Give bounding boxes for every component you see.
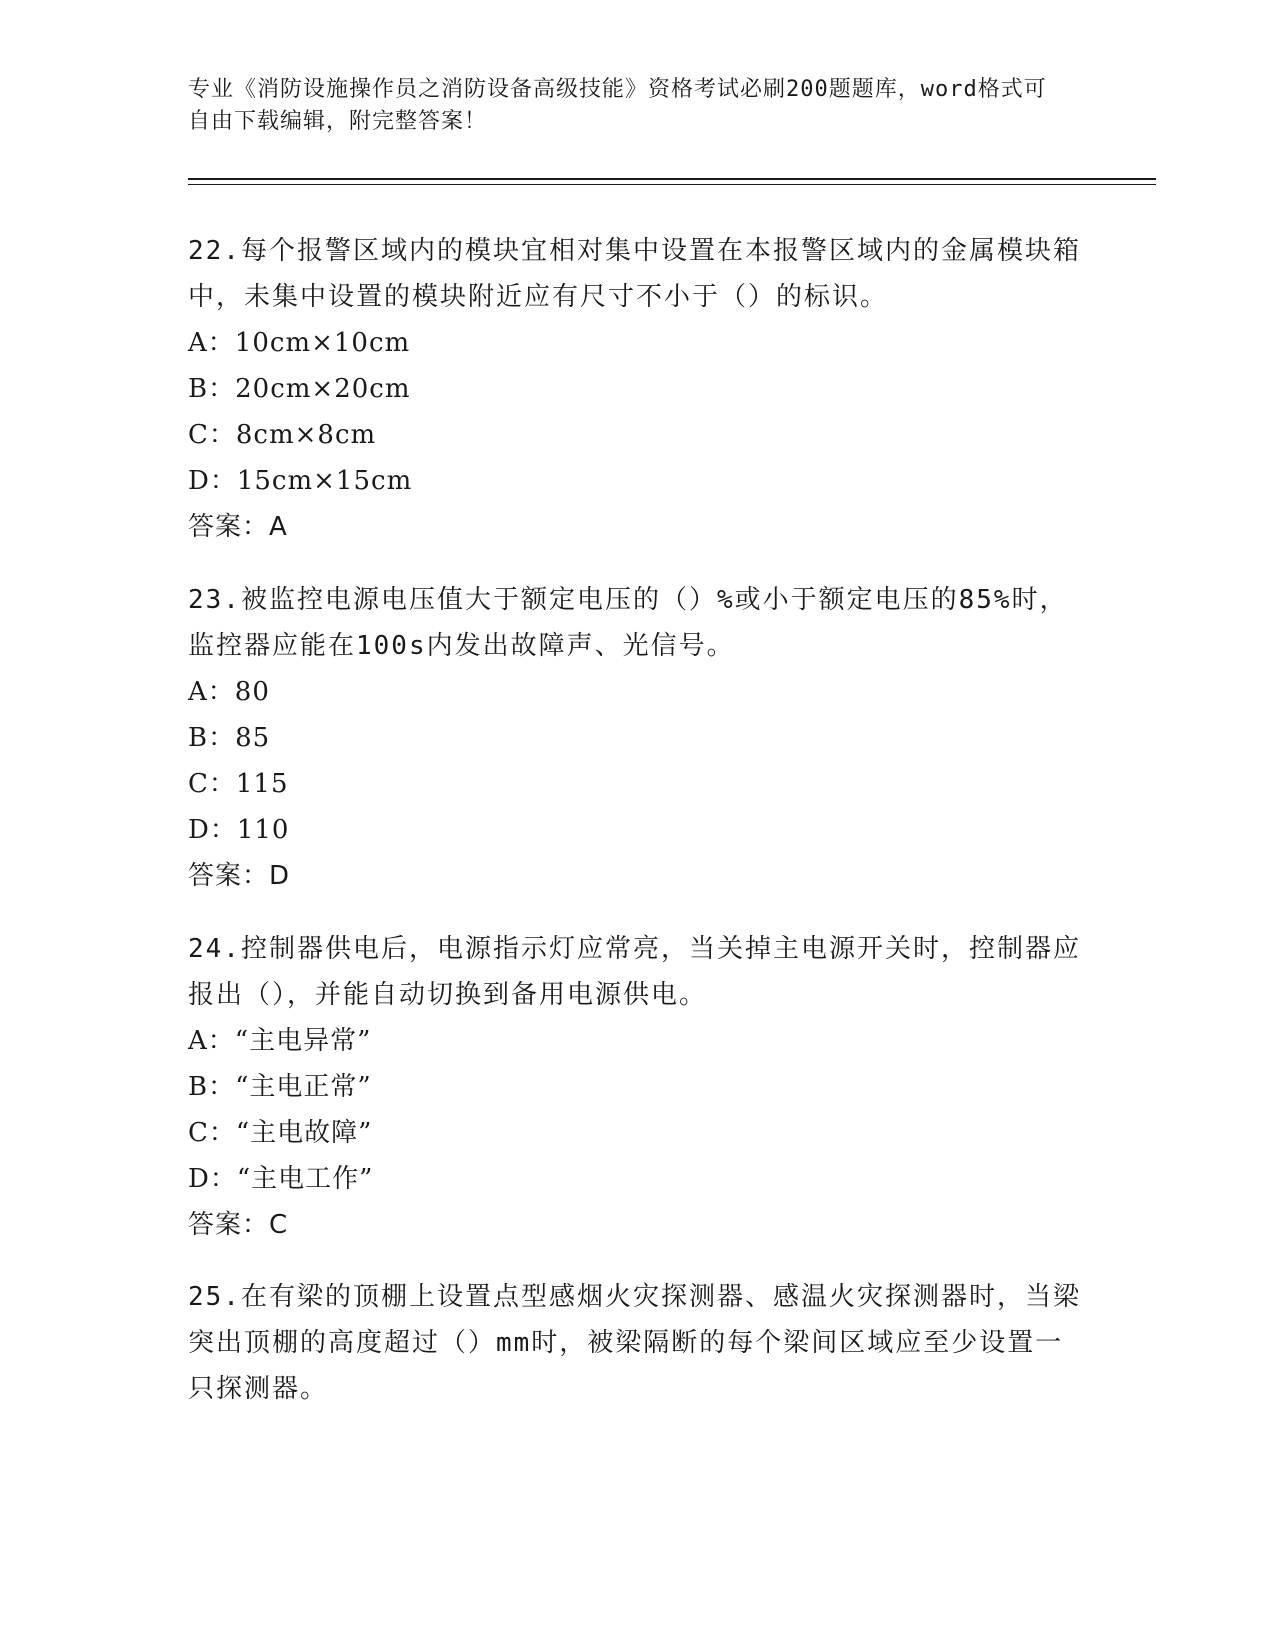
question-22 (188, 228, 1088, 550)
option-b: B：“主电正常” (188, 1072, 372, 1102)
option-a: A：10cm×10cm (188, 328, 411, 358)
question-23 (188, 577, 1088, 899)
header-divider (188, 178, 1156, 180)
option-c: C：“主电故障” (188, 1118, 373, 1148)
option-c: C：115 (188, 769, 289, 799)
answer: 答案：C (188, 1210, 289, 1240)
question-25 (188, 1274, 1088, 1412)
question-24 (188, 926, 1088, 1248)
question-stem: 23.被监控电源电压值大于额定电压的（）%或小于额定电压的85%时，监控器应能在100s内发出故障声、光信号。 (188, 585, 1068, 661)
answer: 答案：D (188, 861, 291, 891)
option-a: A：“主电异常” (188, 1026, 372, 1056)
header-divider-thin (188, 184, 1156, 185)
option-d: D：110 (188, 815, 290, 845)
question-stem: 24.控制器供电后，电源指示灯应常亮，当关掉主电源开关时，控制器应报出（），并能自动切换到备用电源供电。 (188, 934, 1081, 1010)
document-header: 专业《消防设施操作员之消防设备高级技能》资格考试必刷200题题库，word格式可自由下载编辑，附完整答案！ (188, 77, 1047, 134)
answer: 答案：A (188, 512, 288, 542)
option-b: B：20cm×20cm (188, 374, 411, 404)
option-d: D：15cm×15cm (188, 466, 413, 496)
option-a: A：80 (188, 677, 270, 707)
option-d: D：“主电工作” (188, 1164, 374, 1194)
question-stem: 25.在有梁的顶棚上设置点型感烟火灾探测器、感温火灾探测器时，当梁突出顶棚的高度超过（）mm时，被梁隔断的每个梁间区域应至少设置一只探测器。 (188, 1282, 1081, 1404)
question-stem: 22.每个报警区域内的模块宜相对集中设置在本报警区域内的金属模块箱中，未集中设置的模块附近应有尺寸不小于（）的标识。 (188, 236, 1081, 312)
option-c: C：8cm×8cm (188, 420, 377, 450)
option-b: B：85 (188, 723, 271, 753)
